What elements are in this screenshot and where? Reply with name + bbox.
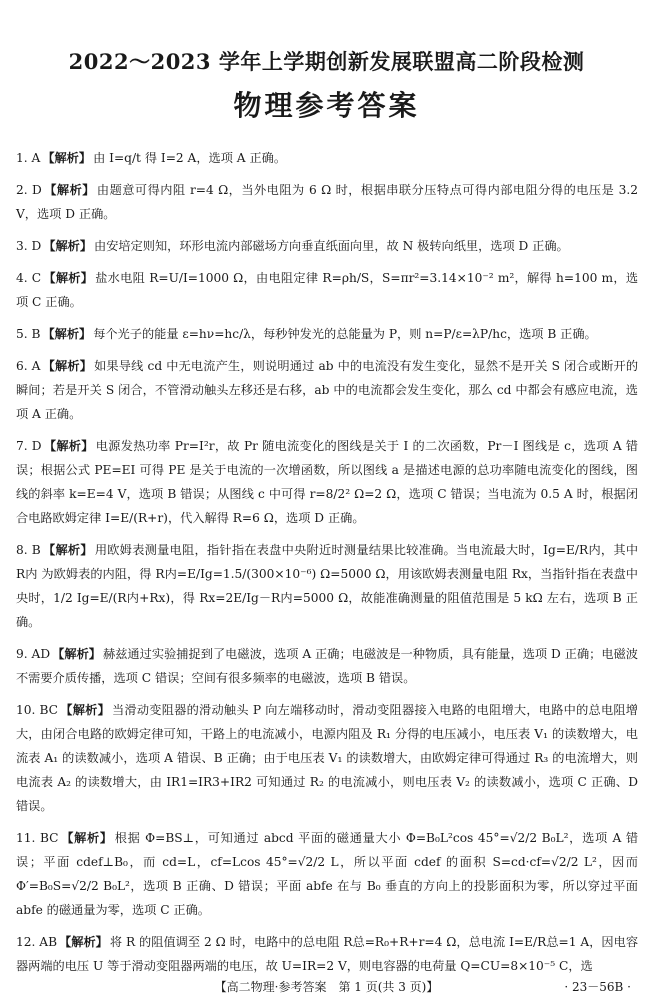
answer-item	[16, 266, 638, 314]
answer-text: 电源发热功率 Pr=I²r，故 Pr 随电流变化的图线是关于 I 的二次函数，Pr－I 图线是 c，选项 A 错误；根据公式 PE=EI 可得 PE 是关于电流的一次增函数，所以图线 a 是描述电源的总功率随电流变化的图线，图线的斜率 k=E=4 V，选项 B 错误；从图线 c 中可得 r=8/2² Ω=2 Ω，选项 C 错误；当电流为 0.5 A 时，根据闭合电路欧姆定律 I=E/(R+r)，代入解得 R=6 Ω，选项 D 正确。	[16, 439, 638, 525]
answer-text: 盐水电阻 R=U/I=1000 Ω，由电阻定律 R=ρh/S，S=πr²=3.14×10⁻² m²，解得 h=100 m，选项 C 正确。	[16, 271, 639, 309]
answer-item	[16, 322, 638, 346]
answer-text: 根据 Φ=BS⊥，可知通过 abcd 平面的磁通量大小 Φ=B₀L²cos 45°=√2/2 B₀L²，选项 A 错误；平面 cdef⊥B₀，而 cd=L，cf=Lcos 45°=√2/2 L，所以平面 cdef 的面积 S=cd·cf=√2/2 L²，因而 Φ′=B₀S=√2/2 B₀L²，选项 B 正确、D 错误；平面 abfe 在与 B₀ 垂直的方向上的投影面积为零，所以穿过平面 abfe 的磁通量为零，选项 C 正确。	[16, 831, 639, 917]
analysis-tag: 【解析】	[42, 543, 93, 557]
answer-number: 10. BC	[16, 703, 59, 717]
answer-number: 7. D	[16, 439, 42, 453]
answer-number: 12. AB	[16, 935, 58, 949]
answer-number: 1. A	[16, 151, 41, 165]
answer-number: 11. BC	[16, 831, 59, 845]
page-footer	[0, 978, 653, 998]
footer-code: · 23－56B ·	[564, 980, 631, 994]
answer-item	[16, 538, 638, 634]
answer-text: 每个光子的能量 ε=hν=hc/λ，每秒钟发光的总能量为 P，则 n=P/ε=λP/hc，选项 B 正确。	[93, 327, 597, 341]
analysis-tag: 【解析】	[59, 935, 108, 949]
answer-text: 当滑动变阻器的滑动触头 P 向左端移动时，滑动变阻器接入电路的电阻增大，电路中的总电阻增大，由闭合电路的欧姆定律可知，干路上的电流减小，电源内阻及 R₁ 分得的电压减小，电压表 V₁ 的读数增大，电流表 A₁ 的读数减小，选项 A 错误、B 正确；由于电压表 V₁ 的读数增大，由欧姆定律可得通过 R₃ 的电流增大，则电流表 A₂ 的读数增大，由 IR1=IR3+IR2 可知通过 R₂ 的电流减小，则电压表 V₂ 的读数减小，选项 C 正确、D 错误。	[16, 703, 638, 813]
answer-text: 赫兹通过实验捕捉到了电磁波，选项 A 正确；电磁波是一种物质，具有能量，选项 D 正确；电磁波不需要介质传播，选项 C 错误；空间有很多频率的电磁波，选项 B 错误。	[16, 647, 638, 685]
answer-text: 由题意可得内阻 r=4 Ω，当外电阻为 6 Ω 时，根据串联分压特点可得内部电阻分得的电压是 3.2 V，选项 D 正确。	[16, 183, 639, 221]
analysis-tag: 【解析】	[43, 271, 94, 285]
analysis-tag: 【解析】	[60, 703, 110, 717]
answer-item	[16, 826, 638, 922]
answer-text: 如果导线 cd 中无电流产生，则说明通过 ab 中的电流没有发生变化，显然不是开关 S 闭合或断开的瞬间；若是开关 S 闭合，不管滑动触头左移还是右移，ab 中的电流都会发生变化，那么 cd 中都会有感应电流，选项 A 正确。	[16, 359, 639, 421]
answer-item	[16, 178, 638, 226]
answer-list	[16, 146, 638, 986]
analysis-tag: 【解析】	[43, 183, 95, 197]
analysis-tag: 【解析】	[43, 439, 94, 453]
answer-text: 将 R 的阻值调至 2 Ω 时，电路中的总电阻 R总=R₀+R+r=4 Ω，总电流 I=E/R总=1 A，因电容器两端的电压 U 等于滑动变阻器两端的电压，故 U=IR=2 V，则电容器的电荷量 Q=CU=8×10⁻⁵ C，选	[16, 935, 639, 973]
answer-number: 9. AD	[16, 647, 51, 661]
analysis-tag: 【解析】	[52, 647, 101, 661]
analysis-tag: 【解析】	[60, 831, 113, 845]
footer-page-info: 【高二物理·参考答案 第 1 页(共 3 页)】	[214, 980, 439, 994]
analysis-tag: 【解析】	[43, 239, 93, 253]
page-title: 2022～2023 学年上学期创新发展联盟高二阶段检测	[68, 49, 585, 74]
answer-item	[16, 434, 638, 530]
answer-text: 由安培定则知，环形电流内部磁场方向垂直纸面向里，故 N 极转向纸里，选项 D 正确。	[94, 239, 569, 253]
answer-number: 3. D	[16, 239, 42, 253]
answer-item	[16, 930, 638, 978]
answer-item	[16, 146, 638, 170]
answer-item	[16, 234, 638, 258]
answer-item	[16, 642, 638, 690]
answer-number: 2. D	[16, 183, 42, 197]
answer-number: 4. C	[16, 271, 42, 285]
answer-number: 6. A	[16, 359, 41, 373]
answer-item	[16, 698, 638, 818]
answer-number: 5. B	[16, 327, 41, 341]
analysis-tag: 【解析】	[42, 151, 92, 165]
answer-item	[16, 354, 638, 426]
answer-number: 8. B	[16, 543, 41, 557]
page-subtitle: 物理参考答案	[233, 89, 420, 122]
analysis-tag: 【解析】	[42, 327, 92, 341]
answer-text: 用欧姆表测量电阻，指针指在表盘中央附近时测量结果比较准确。当电流最大时，Ig=E/R内，其中 R内 为欧姆表的内阻，得 R内=E/Ig=1.5/(300×10⁻⁶) Ω=5000 Ω，用该欧姆表测量电阻 Rx，当指针指在表盘中央时，1/2 Ig=E/(R内+Rx)，得 Rx=2E/Ig－R内=5000 Ω，故能准确测量的阻值范围是 5 kΩ 左右，选项 B 正确。	[16, 543, 639, 629]
analysis-tag: 【解析】	[42, 359, 93, 373]
answer-text: 由 I=q/t 得 I=2 A，选项 A 正确。	[93, 151, 287, 165]
